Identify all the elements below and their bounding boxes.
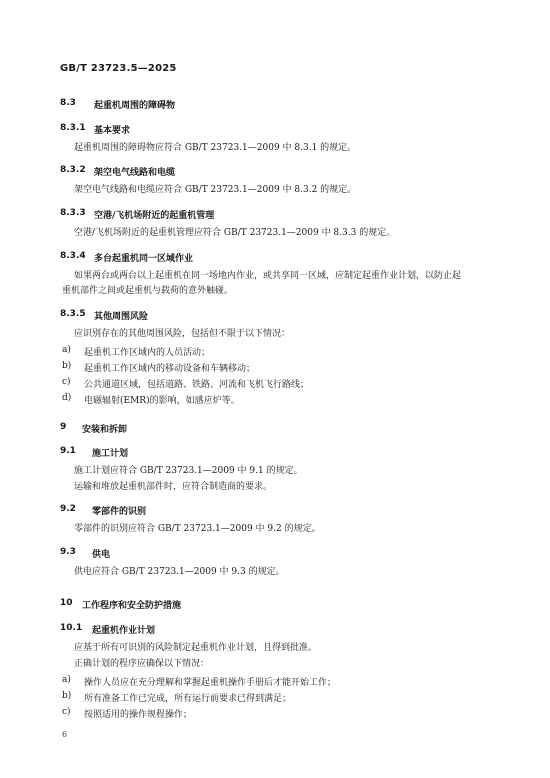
heading-title: 施工计划 xyxy=(92,449,129,459)
list-item-text: 按照适用的操作规程操作； xyxy=(84,710,193,720)
list-item xyxy=(62,393,240,406)
list-item xyxy=(62,377,309,390)
heading-number: 8.3.2 xyxy=(60,165,86,175)
paragraph-8-3-2: 架空电气线路和电缆应符合 GB/T 23723.1—2009 中 8.3.2 的规定。 xyxy=(74,185,357,195)
heading-title: 多台起重机同一区域作业 xyxy=(94,254,194,264)
list-marker: a) xyxy=(62,675,71,685)
heading-title: 空港/飞机场附近的起重机管理 xyxy=(94,211,215,221)
heading-title: 起重机作业计划 xyxy=(92,626,156,636)
heading-10 xyxy=(60,598,181,611)
paragraph-8-3-5-intro: 应识别存在的其他周围风险，包括但不限于以下情况： xyxy=(74,329,291,339)
heading-10-1 xyxy=(60,623,155,636)
heading-number: 10 xyxy=(60,598,73,608)
paragraph-8-3-4-line-2: 重机部件之间或起重机与载荷的意外触碰。 xyxy=(62,286,234,296)
list-item-text: 所有准备工作已完成，所有运行前要求已得到满足； xyxy=(84,694,292,704)
list-item-text: 起重机工作区域内的人员活动； xyxy=(84,348,211,358)
list-item xyxy=(62,691,291,704)
paragraph-10-1-line-1: 应基于所有可识别的风险制定起重机作业计划，且得到批准。 xyxy=(74,643,318,653)
paragraph-8-3-3: 空港/飞机场附近的起重机管理应符合 GB/T 23723.1—2009 中 8.3.3 的规定。 xyxy=(74,228,396,238)
list-item xyxy=(62,345,210,358)
paragraph-10-1-line-2: 正确计划的程序应确保以下情况： xyxy=(74,659,210,669)
heading-number: 8.3.1 xyxy=(60,123,86,133)
list-item-text: 电磁辐射(EMR)的影响，如感应炉等。 xyxy=(84,396,240,406)
heading-9 xyxy=(60,422,127,435)
list-item xyxy=(62,675,336,688)
heading-title: 零部件的识别 xyxy=(92,507,147,517)
heading-8-3 xyxy=(60,98,175,111)
heading-title: 基本要求 xyxy=(94,126,131,136)
list-marker: c) xyxy=(62,707,71,717)
heading-title: 其他周围风险 xyxy=(94,312,149,322)
heading-number: 9.1 xyxy=(60,446,76,456)
heading-8-3-2 xyxy=(60,165,175,178)
list-item-text: 操作人员应在充分理解和掌握起重机操作手册后才能开始工作； xyxy=(84,678,337,688)
heading-number: 8.3.4 xyxy=(60,251,86,261)
heading-number: 10.1 xyxy=(60,623,83,633)
heading-8-3-3 xyxy=(60,208,214,221)
heading-number: 9.3 xyxy=(60,547,76,557)
paragraph-8-3-4-line-1: 如果两台或两台以上起重机在同一场地内作业，或共享同一区域，应制定起重作业计划，以防止起 xyxy=(74,271,462,281)
heading-title: 架空电气线路和电缆 xyxy=(94,168,176,178)
list-marker: a) xyxy=(62,345,71,355)
list-item-text: 公共通道区域，包括道路、铁路、河流和飞机飞行路线； xyxy=(84,380,310,390)
list-marker: d) xyxy=(62,393,72,403)
heading-number: 8.3.3 xyxy=(60,208,86,218)
list-marker: b) xyxy=(62,691,72,701)
paragraph-9-3: 供电应符合 GB/T 23723.1—2009 中 9.3 的规定。 xyxy=(74,567,285,577)
heading-title: 安装和拆卸 xyxy=(82,425,128,435)
paragraph-9-1-line-1: 施工计划应符合 GB/T 23723.1—2009 中 9.1 的规定。 xyxy=(74,466,303,476)
standard-number: GB/T 23723.5—2025 xyxy=(60,63,177,74)
heading-9-2 xyxy=(60,504,146,517)
heading-title: 供电 xyxy=(92,550,111,560)
list-item xyxy=(62,707,192,720)
list-item-text: 起重机工作区域内的移动设备和车辆移动； xyxy=(84,364,256,374)
list-marker: b) xyxy=(62,361,72,371)
heading-title: 起重机周围的障碍物 xyxy=(94,101,176,111)
heading-8-3-1 xyxy=(60,123,130,136)
paragraph-9-2: 零部件的识别应符合 GB/T 23723.1—2009 中 9.2 的规定。 xyxy=(74,524,321,534)
heading-number: 8.3 xyxy=(60,98,76,108)
paragraph-8-3-1: 起重机周围的障碍物应符合 GB/T 23723.1—2009 中 8.3.1 的规定。 xyxy=(74,143,357,153)
list-item xyxy=(62,361,255,374)
heading-number: 8.3.5 xyxy=(60,309,86,319)
heading-number: 9 xyxy=(60,422,67,432)
heading-9-1 xyxy=(60,446,128,459)
paragraph-9-1-line-2: 运输和堆放起重机部件时，应符合制造商的要求。 xyxy=(74,482,273,492)
heading-9-3 xyxy=(60,547,110,560)
heading-8-3-5 xyxy=(60,309,148,322)
heading-number: 9.2 xyxy=(60,504,76,514)
list-marker: c) xyxy=(62,377,71,387)
heading-8-3-4 xyxy=(60,251,193,264)
heading-title: 工作程序和安全防护措施 xyxy=(82,601,182,611)
page-number: 6 xyxy=(62,730,68,739)
